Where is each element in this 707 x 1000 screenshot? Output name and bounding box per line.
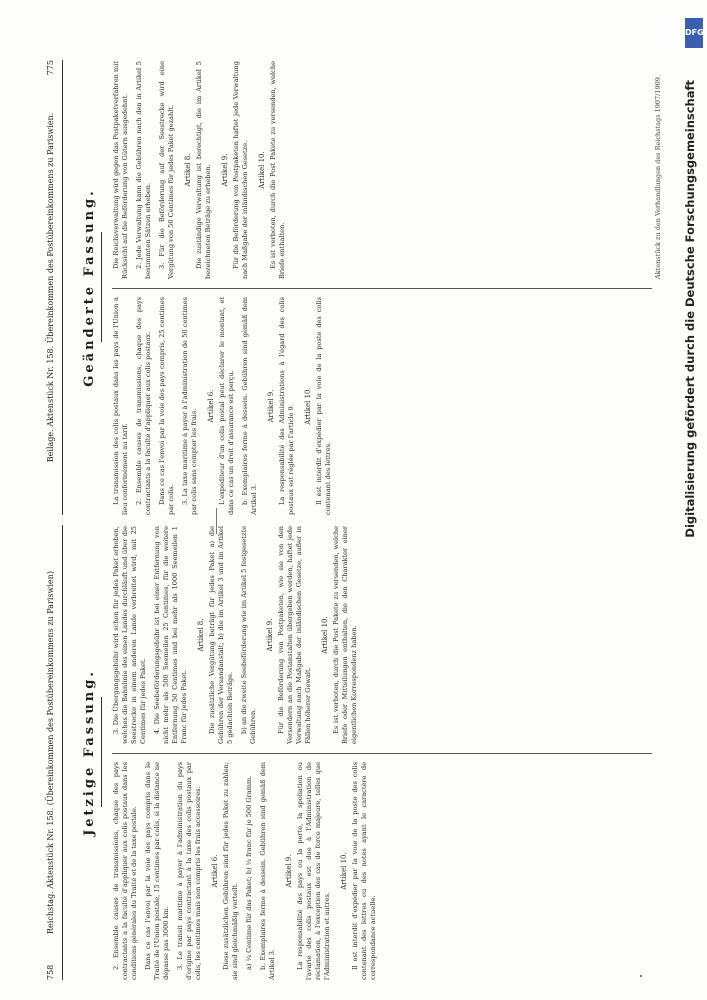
left-page-number: 758 — [46, 964, 55, 980]
body-paragraph: 2. Jede Verwaltung kann die Gebühren nach den in Artikel 5 bestimmten Sätzen erheben. — [135, 61, 152, 279]
digitization-caption: Digitalisierung gefördert durch die Deutsche Forschungsgemeinschaft — [683, 80, 697, 538]
body-paragraph: 3. La taxe maritime à payer à l'administration de 50 centimes par colis sans compter les frais. — [181, 297, 198, 515]
left-page — [40, 525, 670, 980]
body-paragraph: 2. Ensemble causes de transmissions, chaque des pays contractants a la faculté d'appliquer aux colis postaux. — [135, 297, 152, 515]
left-header-text: Reichstag. Aktenstück Nr. 158. (Übereinkommen des Postübereinkommens zu Pariswien) — [46, 571, 55, 934]
article-heading: Artikel 9. — [266, 618, 274, 652]
right-header-text: Beilage. Aktenstück Nr. 158. Übereinkommen des Postübereinkommens zu Pariswien. — [46, 112, 55, 463]
left-heading: Jetzige Fassung. — [82, 525, 102, 980]
body-paragraph: Diese zusätzlichen Gebühren sind für jedes Paket zu zahlen; sie sind gleichmäßig verteilt. — [222, 762, 239, 980]
right-heading: Geänderte Fassung. — [82, 60, 102, 515]
scan-mark — [640, 975, 642, 977]
article-heading: Artikel 9. — [221, 153, 229, 187]
body-paragraph: Dans ce cas l'envoi par la voie des pays compris, 25 centimes par colis. — [158, 297, 175, 515]
body-paragraph: b. Exemplaires ferme à dessein. Gebühren sind gemäß dem Artikel 3. — [241, 297, 258, 515]
article-heading: Artikel 10. — [304, 387, 312, 425]
body-paragraph: b. Exemplaires ferme à dessein. Gebühren sind gemäß dem Artikel 3. — [259, 762, 276, 980]
body-paragraph: Es ist verboten, durch die Post Pakete zu versenden, welche Briefe enthalten. — [269, 61, 286, 279]
body-paragraph: Es ist verboten, durch die Post Pakete zu versenden, welche Briefe oder Mitteilungen enthalten, die den Charakter einer eigentlichen Korrespondenz haben. — [332, 526, 358, 744]
article-heading: Artikel 8. — [197, 618, 205, 652]
body-paragraph: La transmission des colis postaux dans les pays de l'Union a lieu conformément au tarif. — [112, 297, 129, 515]
body-paragraph: Dans ce cas l'envoi par la voie des pays compris dans le Traité de l'Union postale, 15 centimes par colis, si la distance ne dépasse pas 3000 km. — [144, 762, 170, 980]
body-paragraph: b) an die zweite Seebeförderung wie im Artikel 5 festgesetzte Gebühren. — [240, 526, 257, 744]
article-heading: Artikel 6. — [207, 389, 215, 423]
body-paragraph: 2. Ensemble causes de transmissions, chaque des pays contractants a la faculté d'appliquer aux colis postaux dans les conditions générales du Traité et de la taxe postale. — [112, 762, 138, 980]
scan-mark — [216, 508, 217, 534]
body-paragraph: La responsabilité des pays ou la perte, la spoliation ou l'avarie des colis postaux est due à l'Administration de réclamation, à l'exception des cas de force majeure, telles que l'Administration et autres. — [296, 762, 331, 980]
right-running-header — [46, 60, 62, 515]
article-heading: Artikel 10. — [321, 616, 329, 654]
body-paragraph: 3. Le transit maritime à payer à l'administration du pays d'origine par pays contractant à la taxe des colis postaux par colis, les centimes mais non compris les frais accessoires. — [176, 762, 202, 980]
body-paragraph: Il est interdit d'expédier par la voie de la poste des colis contenant des lettres ou des notes ayant le caractère de correspondance actuelle. — [351, 762, 377, 980]
article-heading: Artikel 9. — [285, 854, 293, 888]
left-column-1 — [112, 762, 383, 980]
left-header-rule — [62, 525, 63, 980]
right-column-2 — [112, 61, 292, 279]
dfg-logo: DFG — [685, 18, 703, 48]
body-paragraph: 3. Die Übergangsgebühr wird schon für jedes Paket erhoben, welches die Bahnlinie des einen Landes durchläuft und über die Seestrecke in einem anderen Lande verbreitet wird, mit 25 Centimes für jedes Paket. — [112, 526, 147, 744]
left-column-2 — [112, 526, 364, 744]
body-paragraph: Die zusätzliche Vergütung beträgt für jedes Paket a) die Gebühren der Versandanstalt; b) die im Artikel 3 und im Artikel 5 gedachten Beträge. — [208, 526, 234, 744]
body-paragraph: a) ¼ Centime für das Paket; b) ¼ franc für je 500 Gramm. — [245, 775, 253, 970]
body-paragraph: La responsabilité des Administrations à l'égard des colis postaux est réglée par l'article 9. — [278, 297, 295, 515]
left-running-header — [46, 525, 62, 980]
right-column-1 — [112, 297, 338, 515]
right-page — [40, 60, 670, 515]
body-paragraph: Die Reichsverwaltung wird gegen das Postpaketverfahren mit Rücksicht auf die Beförderung von Gütern ausgedehnt. — [112, 61, 129, 279]
body-paragraph: Für die Beförderung von Postpaketen haftet jede Verwaltung nach Maßgabe der inländischen Gesetze. — [232, 61, 249, 279]
digitization-sidebar — [681, 0, 707, 1000]
article-heading: Artikel 6. — [211, 854, 219, 888]
article-heading: Artikel 10. — [340, 852, 348, 890]
body-paragraph: 4. Die Seebeförderungsgebühr ist bei einer Entfernung von nicht mehr als 500 Seemeilen 25 Centimes, für die weitere Entfernung 50 Centimes und bei mehr als 1000 Seemeilen 1 Franc für jedes Paket. — [153, 526, 188, 744]
body-paragraph: Il est interdit d'expédier par la voie de la poste des colis contenant des lettres. — [315, 297, 332, 515]
right-column-divider — [112, 288, 652, 289]
left-column-divider — [112, 753, 652, 754]
body-paragraph: Für die Beförderung von Postpaketen, wie sie von den Versendern an die Postanstalten übergeben werden, haftet jede Verwaltung nach Maßgabe der inländischen Gesetze, außer in Fällen höherer Gewalt. — [277, 526, 312, 744]
article-heading: Artikel 8. — [184, 153, 192, 187]
right-footer-note: Aktenstück zu den Verhandlungen des Reichstags 1907/1909. — [654, 75, 662, 279]
right-page-number: 775 — [46, 60, 55, 76]
rotated-spread — [40, 60, 670, 980]
article-heading: Artikel 9. — [267, 389, 275, 423]
article-heading: Artikel 10. — [258, 151, 266, 189]
body-paragraph: L'expéditeur d'un colis postal peut déclarer le montant, et dans ce cas un droit d'assurance est perçu. — [218, 297, 235, 515]
body-paragraph: Die zuständige Verwaltung ist berechtigt, die im Artikel 5 bezeichneten Beträge zu erheben. — [195, 61, 212, 279]
body-paragraph: 3. Für die Beförderung auf der Seestrecke wird eine Vergütung von 50 Centimes für jedes Paket gezahlt. — [158, 61, 175, 279]
right-header-rule — [62, 60, 63, 515]
